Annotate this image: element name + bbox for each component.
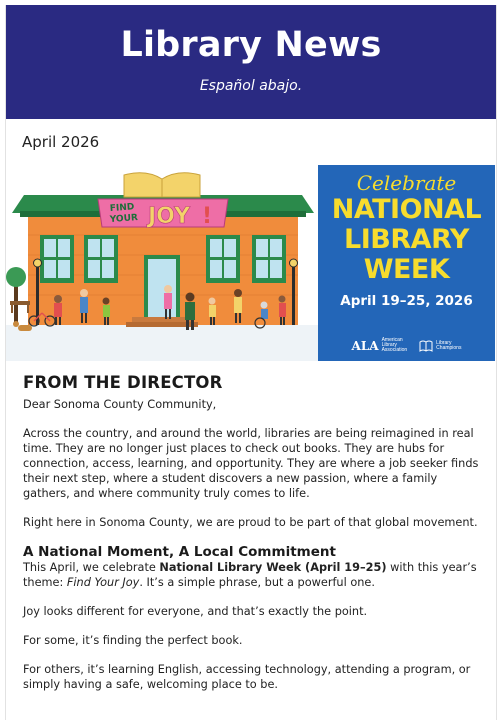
- nlw-blue-panel: [318, 165, 495, 361]
- p3-italic: Find Your Joy: [66, 576, 140, 589]
- ala-small-3: Association: [381, 347, 408, 353]
- sign-text-bang: !: [202, 204, 213, 229]
- nlw-title-line-1: NATIONAL: [331, 194, 482, 225]
- national-library-week-banner[interactable]: [6, 165, 495, 361]
- issue-date: April 2026: [22, 133, 100, 151]
- p3-bold: National Library Week (April 19–25): [159, 561, 387, 574]
- library-illustration: [6, 165, 318, 361]
- p3-text-b: with this year’s theme:: [23, 561, 477, 589]
- spanish-below-link[interactable]: Español abajo.: [199, 78, 303, 94]
- subheading: A National Moment, A Local Commitment: [23, 544, 336, 560]
- library-building-illustration: [6, 165, 318, 361]
- article-body: [6, 361, 496, 692]
- charity-small-1: Library: [436, 339, 452, 346]
- sponsor-logos: [318, 338, 495, 353]
- book-heart-icon: [419, 340, 433, 352]
- ala-logo-text: ALA: [351, 338, 379, 353]
- p3-text-a: This April, we celebrate: [23, 561, 160, 574]
- ala-small-1: American: [381, 337, 403, 343]
- greeting: Dear Sonoma County Community,: [23, 398, 217, 411]
- newsletter-header: [6, 5, 496, 119]
- ala-logo-subtext: [382, 338, 408, 353]
- library-champions-logo: [419, 340, 461, 352]
- paragraph-3: [23, 560, 480, 590]
- ala-logo: [352, 338, 408, 353]
- paragraph-4: Joy looks different for everyone, and that’s exactly the point.: [23, 605, 368, 618]
- nlw-title-line-2: LIBRARY: [344, 224, 469, 255]
- paragraph-6: For others, it’s learning English, accessing technology, attending a program, or simply having a safe, welcoming place to be.: [23, 663, 471, 691]
- newsletter-frame: [5, 5, 497, 720]
- nlw-title-line-3: WEEK: [363, 254, 450, 285]
- sign-text-your: YOUR: [109, 213, 139, 225]
- sign-text-find: FIND: [109, 202, 135, 214]
- paragraph-1: Across the country, and around the world, libraries are being reimagined in real time. They are no longer just places to check out books. They are hubs for connection, access, learning, and opportunity. They are where a job seeker finds their next step, where a student discovers a new passion, where a family gathers, and where community truly comes to life.: [23, 427, 479, 500]
- paragraph-5: For some, it’s finding the perfect book.: [23, 634, 243, 647]
- celebrate-text: Celebrate: [356, 171, 457, 195]
- nlw-dates: April 19–25, 2026: [340, 293, 473, 309]
- sign-text-joy: JOY: [148, 204, 191, 229]
- library-champions-text: [436, 341, 461, 351]
- ala-small-2: Library: [381, 342, 397, 348]
- paragraph-2: Right here in Sonoma County, we are proud to be part of that global movement.: [23, 516, 478, 529]
- p3-text-c: . It’s a simple phrase, but a powerful one.: [139, 576, 375, 589]
- newsletter-title: Library News: [120, 25, 382, 65]
- charity-small-2: Champions: [436, 344, 462, 351]
- section-title: FROM THE DIRECTOR: [23, 373, 223, 392]
